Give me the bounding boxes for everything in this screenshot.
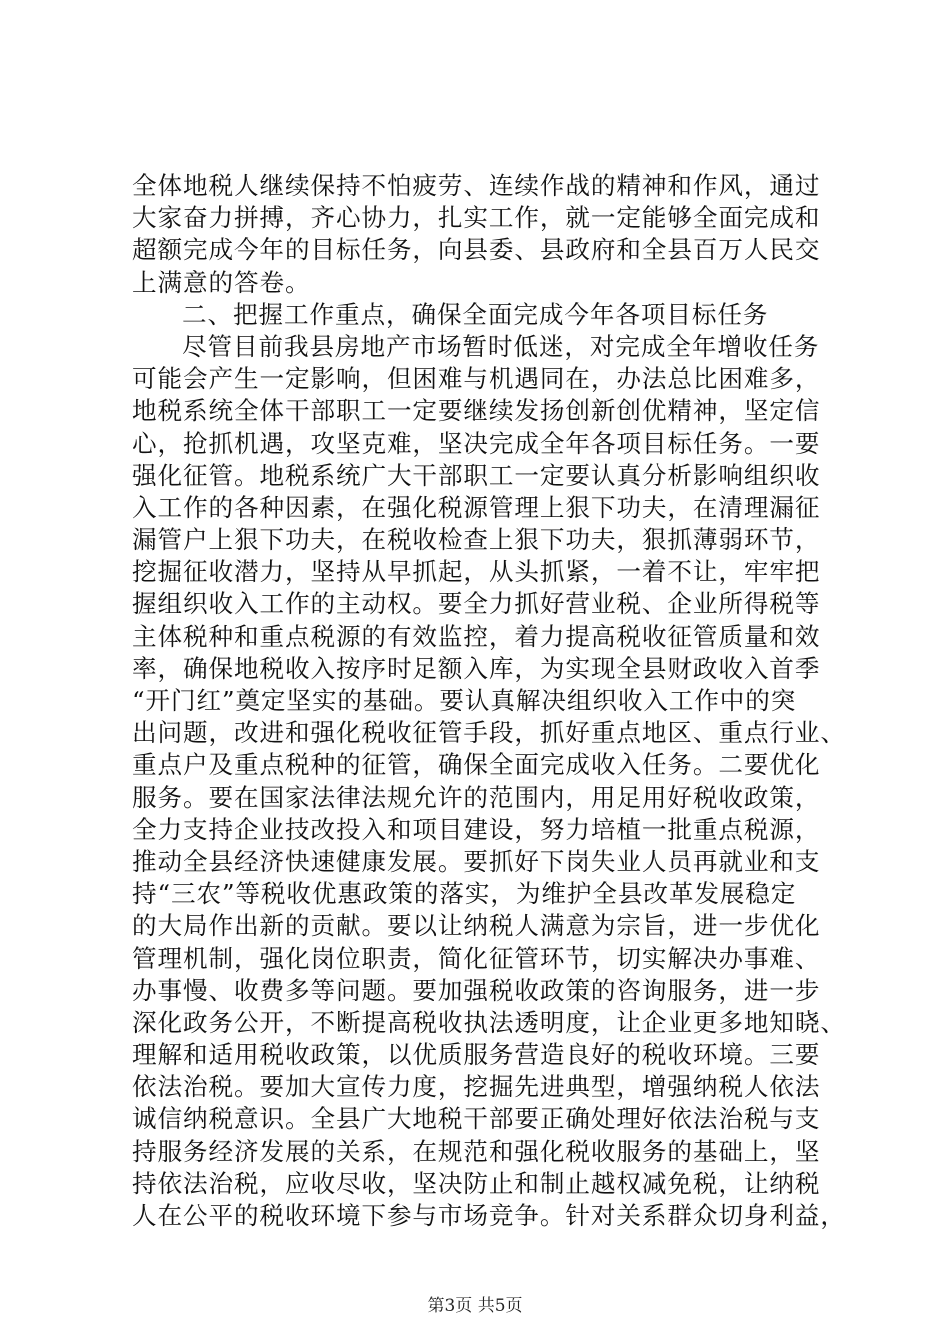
text-line: 持服务经济发展的关系，在规范和强化税收服务的基础上，坚 xyxy=(132,1136,821,1166)
text-line: 握组织收入工作的主动权。要全力抓好营业税、企业所得税等 xyxy=(132,589,821,619)
text-line: 大家奋力拼搏，齐心协力，扎实工作，就一定能够全面完成和 xyxy=(132,203,821,233)
text-line: 超额完成今年的目标任务，向县委、县政府和全县百万人民交 xyxy=(132,235,821,265)
text-line: 管理机制，强化岗位职责，简化征管环节，切实解决办事难、 xyxy=(132,943,821,973)
text-line: 深化政务公开，不断提高税收执法透明度，让企业更多地知晓、 xyxy=(132,1007,846,1037)
text-line: 漏管户上狠下功夫，在税收检查上狠下功夫，狠抓薄弱环节， xyxy=(132,525,821,555)
text-line: 重点户及重点税种的征管，确保全面完成收入任务。二要优化 xyxy=(132,750,821,780)
body-text xyxy=(132,170,846,1232)
text-line: 尽管目前我县房地产市场暂时低迷，对完成全年增收任务 xyxy=(182,331,820,361)
text-line: 强化征管。地税系统广大干部职工一定要认真分析影响组织收 xyxy=(132,460,821,490)
text-line: 依法治税。要加大宣传力度，挖掘先进典型，增强纳税人依法 xyxy=(132,1072,821,1102)
text-line: 出问题，改进和强化税收征管手段，抓好重点地区、重点行业、 xyxy=(132,718,846,748)
text-line: “开门红”奠定坚实的基础。要认真解决组织收入工作中的突 xyxy=(132,686,797,715)
text-line: 上满意的答卷。 xyxy=(132,267,311,297)
text-line: 人在公平的税收环境下参与市场竞争。针对关系群众切身利益， xyxy=(132,1201,846,1230)
text-line: 办事慢、收费多等问题。要加强税收政策的咨询服务，进一步 xyxy=(132,975,821,1005)
text-line: 服务。要在国家法律法规允许的范围内，用足用好税收政策， xyxy=(132,782,821,812)
text-line: 诚信纳税意识。全县广大地税干部要正确处理好依法治税与支 xyxy=(132,1104,821,1134)
page-number-footer: 第3页 共5页 xyxy=(427,1296,523,1316)
text-line: 地税系统全体干部职工一定要继续发扬创新创优精神，坚定信 xyxy=(132,396,821,426)
text-line: 推动全县经济快速健康发展。要抓好下岗失业人员再就业和支 xyxy=(132,846,821,876)
text-line: 全体地税人继续保持不怕疲劳、连续作战的精神和作风，通过 xyxy=(132,171,821,200)
text-line: 持“三农”等税收优惠政策的落实，为维护全县改革发展稳定 xyxy=(132,879,797,909)
text-line: 率，确保地税收入按序时足额入库，为实现全县财政收入首季 xyxy=(132,653,821,683)
text-line: 主体税种和重点税源的有效监控，着力提高税收征管质量和效 xyxy=(132,621,821,651)
text-line: 挖掘征收潜力，坚持从早抓起，从头抓紧，一着不让，牢牢把 xyxy=(132,557,821,587)
section-heading: 二、把握工作重点，确保全面完成今年各项目标任务 xyxy=(182,299,769,329)
text-line: 心，抢抓机遇，攻坚克难，坚决完成全年各项目标任务。一要 xyxy=(132,428,821,458)
text-line: 入工作的各种因素，在强化税源管理上狠下功夫，在清理漏征 xyxy=(132,492,821,522)
text-line: 的大局作出新的贡献。要以让纳税人满意为宗旨，进一步优化 xyxy=(132,911,821,941)
text-line: 可能会产生一定影响，但困难与机遇同在，办法总比困难多， xyxy=(132,364,821,394)
text-line: 持依法治税，应收尽收，坚决防止和制止越权减免税，让纳税 xyxy=(132,1168,821,1198)
text-line: 理解和适用税收政策，以优质服务营造良好的税收环境。三要 xyxy=(132,1040,821,1070)
text-line: 全力支持企业技改投入和项目建设，努力培植一批重点税源， xyxy=(132,814,821,844)
